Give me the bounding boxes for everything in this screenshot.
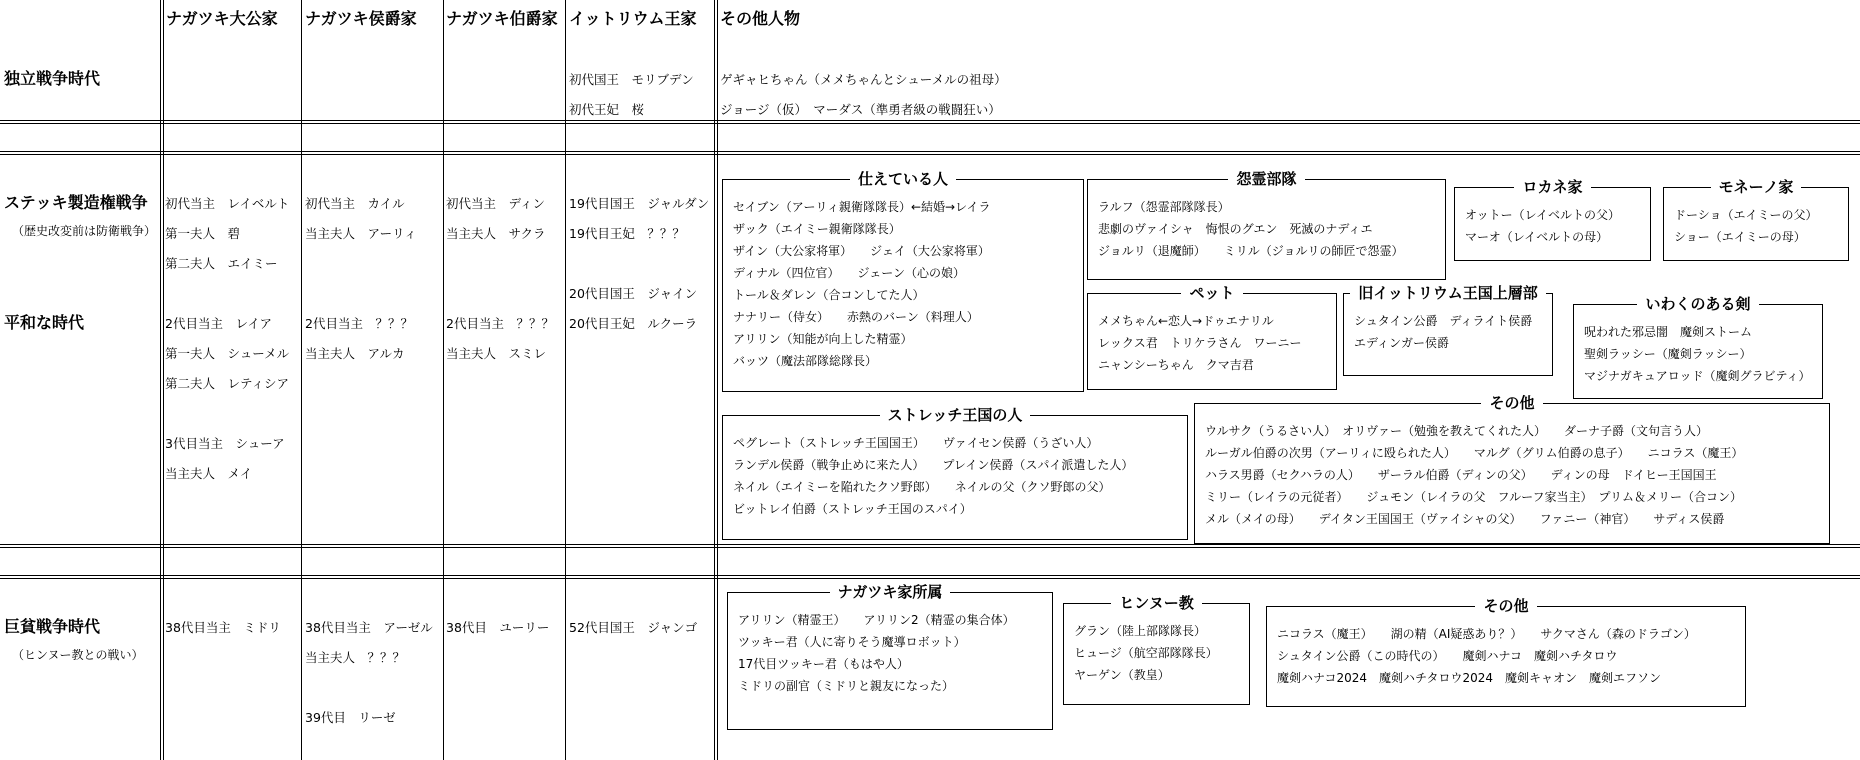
col-divider	[301, 0, 302, 760]
col-divider	[717, 0, 718, 760]
box-wraith	[1087, 170, 1446, 280]
box-item: グラン（陸上部隊隊長）	[1074, 624, 1207, 638]
royal-entry: 20代目王妃 ルクーラ	[569, 316, 698, 331]
row-divider	[0, 151, 1860, 152]
archduke-entry: 3代目当主 シューア	[165, 436, 285, 451]
earl-entry: 当主夫人 サクラ	[446, 226, 546, 241]
box-item: ウルサク（うるさい人） オリヴァー（勉強を教えてくれた人） ダーナ子爵（文句言う人）	[1205, 424, 1709, 438]
row-divider	[0, 154, 1860, 155]
row-divider	[0, 544, 1860, 545]
box-item: ビットレイ伯爵（ストレッチ王国のスパイ）	[733, 502, 972, 516]
header-earl: ナガツキ伯爵家	[446, 9, 558, 28]
box-item: ショー（エイミーの母）	[1674, 230, 1806, 244]
archduke-entry: 第一夫人 シューメル	[165, 346, 290, 361]
col-divider	[163, 0, 164, 760]
box-item: メル（メイの母） デイタン王国国王（ヴァイシャの父） ファニー（神官） サディス侯爵	[1205, 512, 1725, 526]
row-divider	[0, 575, 1860, 576]
royal-entry: 19代目王妃 ？？？	[569, 226, 685, 241]
row-divider	[0, 123, 1860, 124]
box-title: 仕えている人	[850, 170, 956, 188]
box-item: ドーショ（エイミーの父）	[1674, 208, 1818, 222]
box-title: ナガツキ家所属	[830, 583, 951, 601]
marquis-entry: 当主夫人 アーリィ	[305, 226, 417, 241]
box-others2	[1266, 597, 1746, 707]
marquis-entry: 39代目 リーゼ	[305, 710, 396, 725]
box-item: ニコラス（魔王） 湖の精（AI疑惑あり？） サクマさん（森のドラゴン）	[1277, 627, 1696, 641]
box-title: いわくのある剣	[1637, 295, 1758, 313]
header-marquis: ナガツキ侯爵家	[305, 9, 417, 28]
box-stretch	[722, 406, 1188, 540]
royal-entry: 19代目国王 ジャルダン	[569, 196, 710, 211]
marquis-entry: 38代目当主 アーゼル	[305, 620, 433, 635]
box-cursed-swords	[1573, 295, 1823, 399]
box-title: ロカネ家	[1514, 178, 1590, 196]
box-item: マジナガキュアロッド（魔剣グラビティ）	[1584, 369, 1811, 383]
box-item: ディナル（四位官） ジェーン（心の娘）	[733, 266, 965, 280]
box-item: アリリン（精霊王） アリリン2（精霊の集合体）	[738, 613, 1015, 627]
marquis-entry: 当主夫人 ？？？	[305, 650, 406, 665]
archduke-entry: 当主夫人 メイ	[165, 466, 253, 481]
box-rokane	[1454, 178, 1651, 261]
header-others: その他人物	[720, 9, 801, 28]
col-divider	[443, 0, 444, 760]
era-poverty: 巨貧戦争時代	[4, 617, 101, 636]
archduke-entry: 第二夫人 エイミー	[165, 256, 278, 271]
box-title: その他	[1475, 597, 1536, 615]
box-item: エディンガー侯爵	[1354, 336, 1450, 350]
box-old-nobility	[1343, 284, 1553, 376]
box-pets	[1087, 284, 1337, 390]
box-others1	[1194, 394, 1830, 544]
row-divider	[0, 547, 1860, 548]
archduke-entry: 第一夫人 碧	[165, 226, 241, 241]
header-royal: イットリウム王家	[569, 9, 697, 28]
box-item: ナナリー（侍女） 赤熱のバーン（料理人）	[733, 310, 979, 324]
box-item: ツッキー君（人に寄りそう魔導ロボット）	[738, 635, 966, 649]
box-item: マーオ（レイベルトの母）	[1465, 230, 1609, 244]
royal-entry: 52代目国王 ジャンゴ	[569, 620, 698, 635]
archduke-entry: 第二夫人 レティシア	[165, 376, 290, 391]
box-title: ヒンヌー教	[1111, 594, 1201, 612]
box-title: ストレッチ王国の人	[880, 406, 1031, 424]
era-stecchi-note: （歴史改変前は防衛戦争）	[12, 224, 157, 238]
royal-entry: 初代王妃 桜	[569, 102, 645, 117]
col-divider	[565, 0, 566, 760]
row-divider	[0, 578, 1860, 579]
box-item: ランデル侯爵（戦争止めに来た人） プレイン侯爵（スパイ派遣した人）	[733, 458, 1134, 472]
era-independence: 独立戦争時代	[4, 69, 101, 88]
box-item: ジョルリ（退魔師） ミリル（ジョルリの師匠で怨霊）	[1098, 244, 1404, 258]
box-item: ネイル（エイミーを陥れたクソ野郎） ネイルの父（クソ野郎の父）	[733, 480, 1111, 494]
box-monono	[1663, 178, 1849, 261]
box-title: ペット	[1181, 284, 1242, 302]
box-item: 呪われた邪忌闇 魔剣ストーム	[1584, 325, 1753, 339]
box-item: ザック（エイミー親衛隊隊長）	[733, 222, 901, 236]
box-item: トール＆ダレン（合コンしてた人）	[733, 288, 925, 302]
earl-entry: 2代目当主 ？？？	[446, 316, 554, 331]
box-item: シュタイン公爵（この時代の） 魔剣ハナコ 魔剣ハチタロウ	[1277, 649, 1618, 663]
box-item: シュタイン公爵 ディライト侯爵	[1354, 314, 1533, 328]
box-item: 悲劇のヴァイシャ 悔恨のグエン 死滅のナディエ	[1098, 222, 1373, 236]
box-title: 怨霊部隊	[1228, 170, 1304, 188]
era-stecchi: ステッキ製造権戦争	[4, 193, 148, 212]
box-item: セイブン（アーリィ親衛隊隊長）←結婚→レイラ	[733, 200, 991, 214]
box-item: ミリー（レイラの元従者） ジュモン（レイラの父 フルーフ家当主） プリム＆メリー（合コン）	[1205, 490, 1743, 504]
box-item: オットー（レイベルトの父）	[1465, 208, 1621, 222]
box-item: ルーガル伯爵の次男（アーリィに殴られた人） マルグ（グリム伯爵の息子） ニコラス（魔王）	[1205, 446, 1744, 460]
header-archduke: ナガツキ大公家	[166, 9, 278, 28]
era-peace: 平和な時代	[4, 313, 85, 332]
box-item: ヒュージ（航空部隊隊長）	[1074, 646, 1218, 660]
earl-entry: 38代目 ユーリー	[446, 620, 550, 635]
box-item: ラルフ（怨霊部隊隊長）	[1098, 200, 1230, 214]
row-divider	[0, 120, 1860, 121]
era-poverty-note: （ヒンヌー教との戦い）	[12, 648, 144, 662]
box-hinnu	[1063, 594, 1250, 705]
box-item: ペグレート（ストレッチ王国国王） ヴァイセン侯爵（うざい人）	[733, 436, 1099, 450]
box-item: ミドリの副官（ミドリと親友になった）	[738, 679, 955, 693]
box-item: 魔剣ハナコ2024 魔剣ハチタロウ2024 魔剣キャオン 魔剣エフソン	[1277, 671, 1662, 685]
archduke-entry: 初代当主 レイベルト	[165, 196, 290, 211]
box-item: 17代目ツッキー君（もはや人）	[738, 657, 909, 671]
box-item: バッツ（魔法部隊総隊長）	[733, 354, 878, 368]
box-item: ザイン（大公家将軍） ジェイ（大公家将軍）	[733, 244, 990, 258]
royal-entry: 20代目国王 ジャイン	[569, 286, 698, 301]
royal-entry: 初代国王 モリブデン	[569, 72, 694, 87]
marquis-entry: 当主夫人 アルカ	[305, 346, 405, 361]
box-item: アリリン（知能が向上した精霊）	[733, 332, 913, 346]
box-item: ハラス男爵（セクハラの人） ザーラル伯爵（ディンの父） ディンの母 ドイヒー王国国王	[1205, 468, 1717, 482]
box-title: 旧イットリウム王国上層部	[1350, 284, 1546, 302]
other-person: ゲギャヒちゃん（メメちゃんとシューメルの祖母）	[720, 72, 1007, 87]
box-item: 聖剣ラッシー（魔剣ラッシー）	[1584, 347, 1752, 361]
box-item: ニャンシーちゃん クマ吉君	[1098, 358, 1254, 372]
box-servants	[722, 170, 1084, 392]
box-item: レックス君 トリケラさん ワーニー	[1098, 336, 1302, 350]
box-title: モネーノ家	[1711, 178, 1802, 196]
marquis-entry: 初代当主 カイル	[305, 196, 405, 211]
box-nagatsuki-affil	[727, 583, 1053, 730]
col-divider	[714, 0, 715, 760]
archduke-entry: 2代目当主 レイア	[165, 316, 272, 331]
box-item: メメちゃん←恋人→ドゥエナリル	[1098, 314, 1274, 328]
other-person: ジョージ（仮） マーダス（準勇者級の戦闘狂い）	[720, 102, 1001, 117]
archduke-entry: 38代目当主 ミドリ	[165, 620, 281, 635]
col-divider	[160, 0, 161, 760]
marquis-entry: 2代目当主 ？？？	[305, 316, 413, 331]
earl-entry: 当主夫人 スミレ	[446, 346, 547, 361]
earl-entry: 初代当主 ディン	[446, 196, 546, 211]
box-item: ヤーゲン（教皇）	[1074, 668, 1170, 682]
box-title: その他	[1481, 394, 1542, 412]
